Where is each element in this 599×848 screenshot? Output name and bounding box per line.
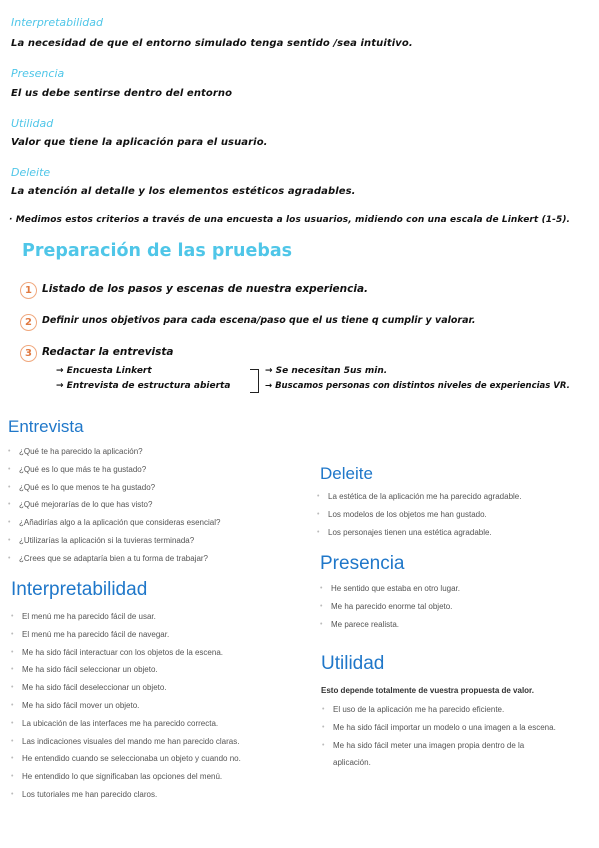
list-item: • Me ha sido fácil mover un objeto.: [10, 697, 241, 715]
step-text: Redactar la entrevista: [42, 346, 174, 358]
list-item: • He sentido que estaba en otro lugar.: [319, 580, 460, 598]
list-item: • El uso de la aplicación me ha parecido eficiente.: [321, 701, 556, 719]
note-title-utilidad: Utilidad: [11, 117, 54, 130]
note-title-interpretabilidad: Interpretabilidad: [11, 16, 104, 29]
list-item: • La ubicación de las interfaces me ha parecido correcta.: [10, 715, 241, 733]
criteria-line: · Medimos estos criterios a través de una encuesta a los usuarios, midiendo con una escala de Linkert (1-5).: [9, 215, 571, 225]
sub-item-entrevista: → Entrevista de estructura abierta: [56, 381, 231, 391]
step-number-badge: 1: [20, 282, 37, 299]
list-item: • Los tutoriales me han parecido claros.: [10, 786, 241, 804]
utilidad-list: [321, 701, 556, 772]
list-item: • Me ha sido fácil deseleccionar un objeto.: [10, 679, 241, 697]
section-heading-interpretabilidad: Interpretabilidad: [11, 579, 148, 600]
step-number-badge: 3: [20, 345, 37, 362]
note-text-presencia: El us debe sentirse dentro del entorno: [11, 88, 233, 99]
list-item: • ¿Qué te ha parecido la aplicación?: [7, 443, 220, 461]
interpretabilidad-list: [10, 608, 241, 804]
list-item-continuation: aplicación.: [333, 758, 371, 768]
list-item: • ¿Añadirías algo a la aplicación que consideras esencial?: [7, 514, 220, 532]
side-note-min-users: → Se necesitan 5us min.: [265, 366, 388, 376]
list-item: • Me ha sido fácil importar un modelo o una imagen a la escena.: [321, 719, 556, 737]
preparation-step-1: [20, 282, 480, 300]
note-title-deleite: Deleite: [11, 166, 51, 179]
preparation-step-2: [20, 314, 580, 332]
note-text-deleite: La atención al detalle y los elementos estéticos agradables.: [11, 186, 356, 197]
list-item: • He entendido cuando se seleccionaba un objeto y cuando no.: [10, 750, 241, 768]
deleite-list: [316, 488, 521, 541]
section-heading-deleite: Deleite: [320, 464, 373, 483]
list-item: • Me ha sido fácil seleccionar un objeto.: [10, 661, 241, 679]
list-item: • La estética de la aplicación me ha parecido agradable.: [316, 488, 521, 506]
list-item: • Los modelos de los objetos me han gustado.: [316, 506, 521, 524]
list-item: • Me ha sido fácil interactuar con los objetos de la escena.: [10, 644, 241, 662]
list-item: • Me ha parecido enorme tal objeto.: [319, 598, 460, 616]
list-item: • ¿Qué es lo que más te ha gustado?: [7, 461, 220, 479]
preparation-title: Preparación de las pruebas: [22, 241, 293, 261]
step-number-badge: 2: [20, 314, 37, 331]
presencia-list: [319, 580, 460, 633]
list-item: • El menú me ha parecido fácil de navegar.: [10, 626, 241, 644]
list-item: • Me parece realista.: [319, 616, 460, 634]
bracket-divider: [250, 369, 259, 393]
list-item: • ¿Crees que se adaptaría bien a tu forma de trabajar?: [7, 550, 220, 568]
utilidad-intro: Esto depende totalmente de vuestra propuesta de valor.: [321, 686, 534, 695]
list-item: • ¿Qué mejorarías de lo que has visto?: [7, 496, 220, 514]
list-item: • Las indicaciones visuales del mando me han parecido claras.: [10, 733, 241, 751]
section-heading-utilidad: Utilidad: [321, 653, 385, 674]
list-item: • Los personajes tienen una estética agradable.: [316, 524, 521, 542]
note-text-utilidad: Valor que tiene la aplicación para el usuario.: [11, 137, 268, 148]
step-text: Listado de los pasos y escenas de nuestra experiencia.: [42, 283, 369, 295]
list-item: • ¿Qué es lo que menos te ha gustado?: [7, 479, 220, 497]
note-title-presencia: Presencia: [11, 67, 65, 80]
side-note-experience-levels: → Buscamos personas con distintos niveles de experiencias VR.: [265, 381, 570, 391]
step-text: Definir unos objetivos para cada escena/paso que el us tiene q cumplir y valorar.: [42, 315, 476, 326]
section-heading-entrevista: Entrevista: [8, 417, 84, 436]
note-text-interpretabilidad: La necesidad de que el entorno simulado tenga sentido /sea intuitivo.: [11, 38, 413, 49]
list-item: • ¿Utilizarías la aplicación si la tuvieras terminada?: [7, 532, 220, 550]
section-heading-presencia: Presencia: [320, 553, 405, 574]
list-item: • El menú me ha parecido fácil de usar.: [10, 608, 241, 626]
list-item: • Me ha sido fácil meter una imagen propia dentro de la: [321, 737, 556, 755]
preparation-step-3: [20, 345, 320, 363]
list-item: • He entendido lo que significaban las opciones del menú.: [10, 768, 241, 786]
entrevista-list: [7, 443, 220, 568]
sub-item-encuesta: → Encuesta Linkert: [56, 366, 152, 376]
